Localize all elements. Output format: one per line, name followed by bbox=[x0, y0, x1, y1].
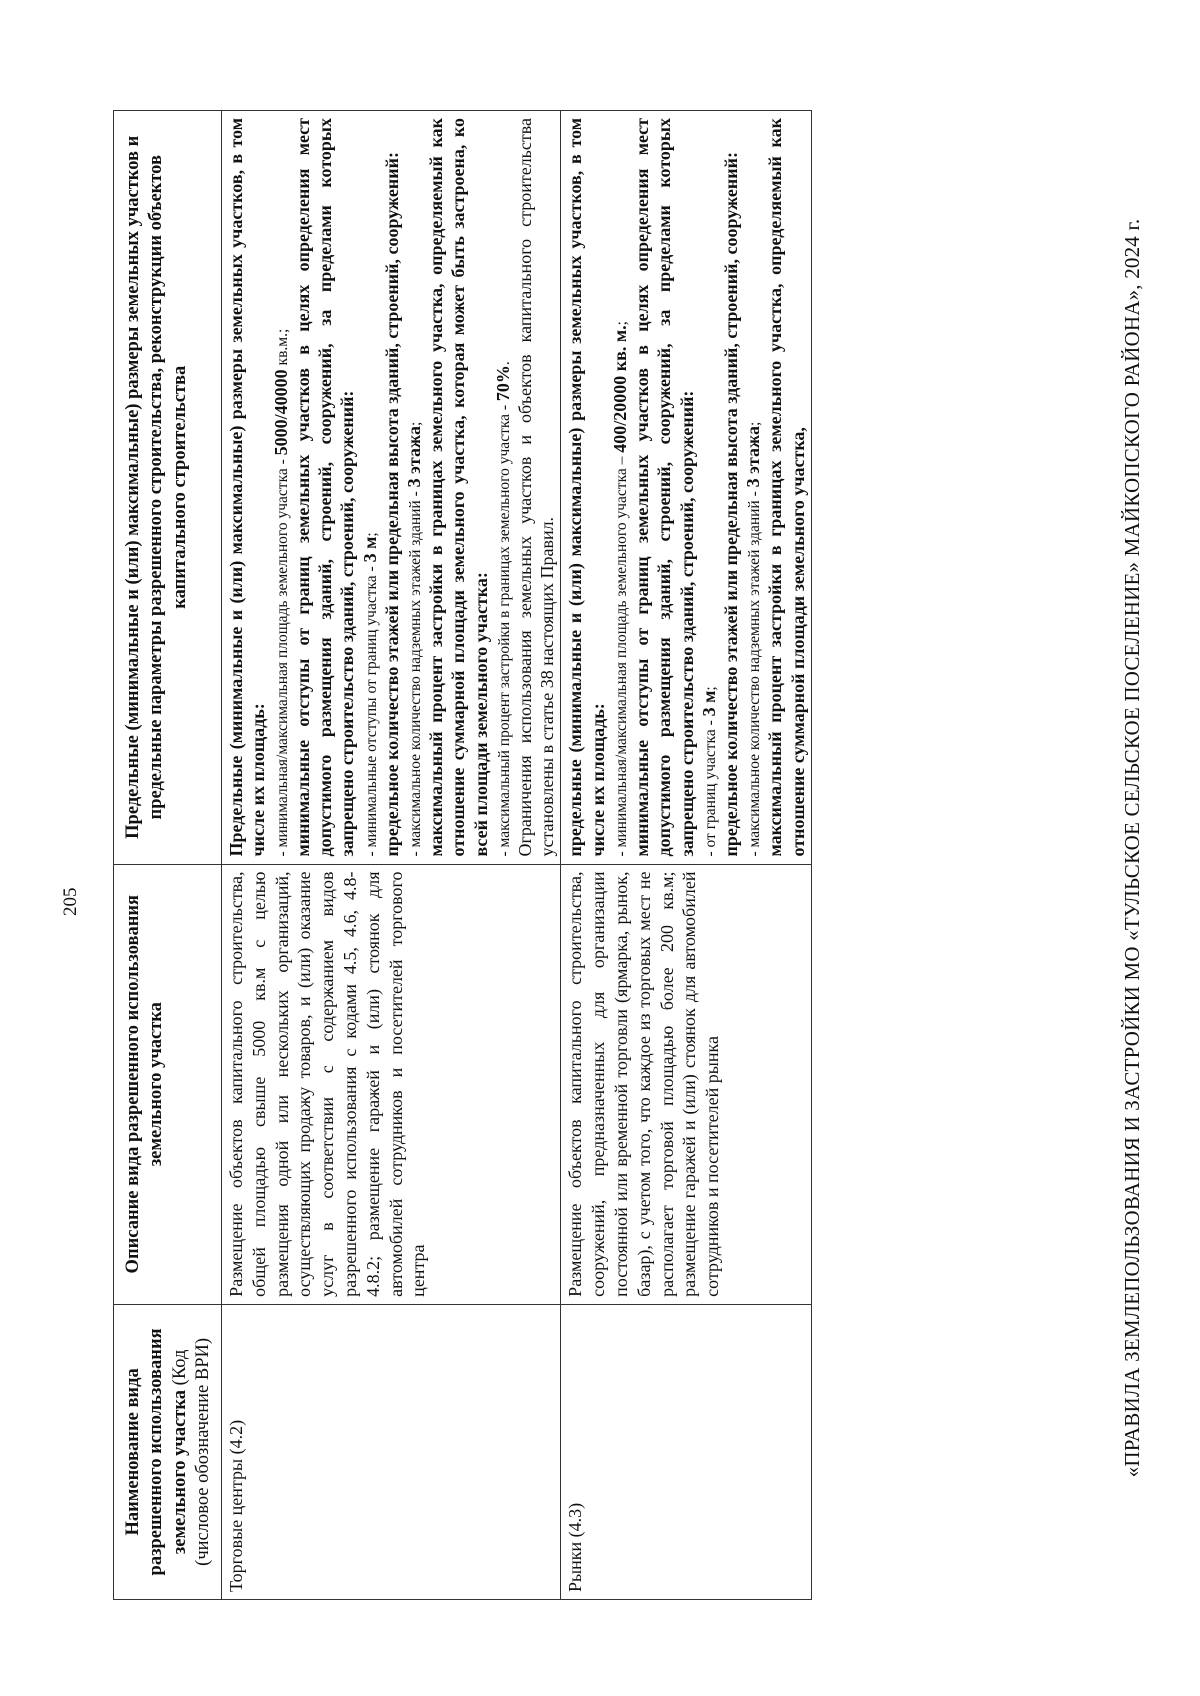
row-description: Размещение объектов капитального строительства, сооружений, предназначенных для организации постоянной или временной торговли (ярмарка, рынок, базар), с учетом того, что каждое из торговых мест не располагает торговой площадью более 200 кв.м; размещение гаражей и (или) стоянок для автомобилей сотрудников и посетителей рынка bbox=[561, 864, 811, 1304]
param-value: - от границ участка - 3 м; bbox=[698, 686, 719, 857]
row-parameters bbox=[561, 111, 811, 865]
param-heading: максимальный процент застройки в границах земельного участка, определяемый как отношение суммарной площади земельного участка, которая может быть застроена, ко всей площади земельного участка: bbox=[426, 118, 491, 857]
row-name: Торговые центры (4.2) bbox=[222, 1304, 561, 1599]
param-value: - минимальные отступы от границ участка - 3 м; bbox=[359, 532, 380, 857]
param-value: - максимальное количество надземных этажей зданий - 3 этажа; bbox=[403, 421, 424, 857]
row-description: Размещение объектов капитального строительства, общей площадью свыше 5000 кв.м с целью размещения одной или нескольких организаций, осуществляющих продажу товаров, и (или) оказание услуг в соответствии с содержанием видов разрешенного использования с кодами 4.5, 4.6, 4.8-4.8.2; размещение гаражей и (или) стоянок для автомобилей сотрудников и посетителей торгового центра bbox=[222, 864, 561, 1304]
row-name: Рынки (4.3) bbox=[561, 1304, 811, 1599]
param-value: - максимальное количество надземных этажей зданий - 3 этажа; bbox=[743, 421, 764, 857]
table-row bbox=[561, 111, 811, 1600]
param-heading: предельное количество этажей или предельная высота зданий, строений, сооружений: bbox=[721, 152, 741, 857]
param-heading: Предельные (минимальные и (или) максимальные) размеры земельных участков, в том числе их площадь: bbox=[226, 118, 269, 857]
row-parameters bbox=[222, 111, 561, 865]
regulations-table bbox=[113, 110, 812, 1600]
param-note: Ограничения использования земельных участков и объектов капитального строительства установлены в статье 38 настоящих Правил. bbox=[515, 118, 558, 857]
param-heading: предельное количество этажей или предельная высота зданий, строений, сооружений: bbox=[381, 152, 402, 857]
param-value: - максимальный процент застройки в границах земельного участка - 70%. bbox=[492, 361, 513, 857]
param-heading: максимальный процент застройки в границах земельного участка, определяемый как отношение суммарной площади земельного участка, bbox=[765, 118, 808, 857]
header-name-code: (Код (числовое обозначение ВРИ) bbox=[169, 1337, 213, 1566]
param-value: - минимальная/максимальная площадь земельного участка – 400/20000 кв. м.; bbox=[609, 321, 630, 857]
page-number: 205 bbox=[60, 887, 81, 916]
table-header-row bbox=[114, 111, 222, 1600]
header-name bbox=[114, 1304, 222, 1599]
document-footer: «ПРАВИЛА ЗЕМЛЕПОЛЬЗОВАНИЯ И ЗАСТРОЙКИ МО «ТУЛЬСКОЕ СЕЛЬСКОЕ ПОСЕЛЕНИЕ» МАЙКОПСКОГО РАЙОНА», 2024 г. bbox=[1120, 218, 1144, 1478]
header-name-bold: Наименование вида разрешенного использования земельного участка bbox=[123, 1328, 190, 1576]
header-parameters: Предельные (минимальные и (или) максимальные) размеры земельных участков и предельные параметры разрешенного строительства, реконструкции объектов капитального строительства bbox=[114, 111, 222, 865]
header-description: Описание вида разрешенного использования земельного участка bbox=[114, 864, 222, 1304]
param-heading: минимальные отступы от границ земельных участков в целях определения мест допустимого размещения зданий, строений, сооружений, за пределами которых запрещено строительство зданий, строений, сооружений: bbox=[292, 118, 358, 857]
table-row bbox=[222, 111, 561, 1600]
param-value: - минимальная/максимальная площадь земельного участка - 5000/40000 кв.м.; bbox=[270, 328, 291, 857]
param-heading: предельные (минимальные и (или) максимальные) размеры земельных участков, в том числе их площадь: bbox=[565, 118, 608, 857]
param-heading: минимальные отступы от границ земельных участков в целях определения мест допустимого размещения зданий, строений, сооружений, за пределами которых запрещено строительство зданий, строений, сооружений: bbox=[632, 118, 697, 857]
